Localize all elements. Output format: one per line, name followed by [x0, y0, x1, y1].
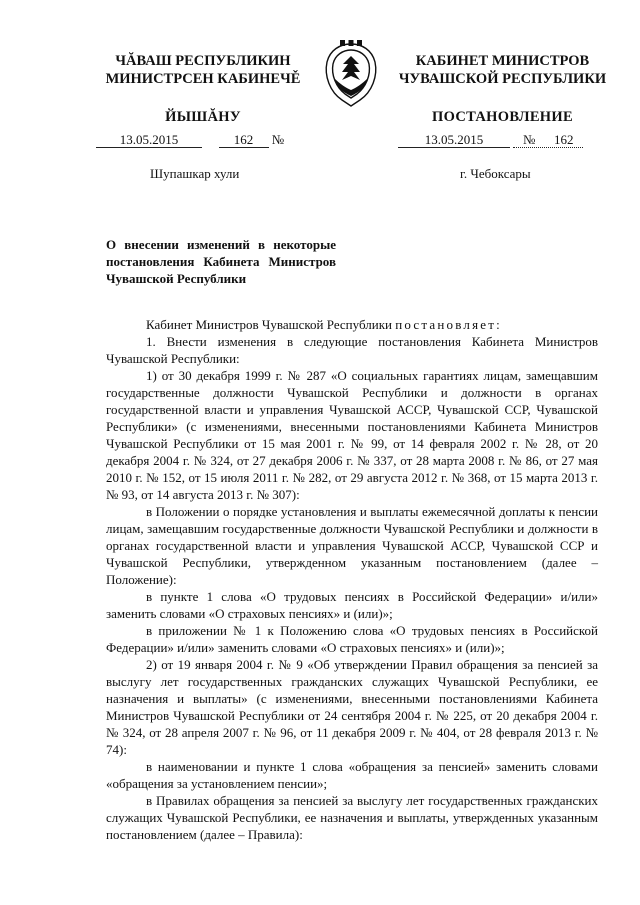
header-right — [390, 52, 615, 126]
emblem-icon — [320, 40, 382, 110]
paragraph: 2) от 19 января 2004 г. № 9 «Об утверждении Правил обращения за пенсией за выслугу лет государственных гражданских служащих Чувашской Республики, ее назначения и выплаты» (с изменениями, внесенными постановлениями Кабинета Министров Чувашской Республики от 24 сентября 2004 г. № 225, от 20 декабря 2004 г. № 324, от 28 апреля 2007 г. № 96, от 11 декабря 2009 г. № 404, от 28 февраля 2013 г. № 74): — [106, 657, 598, 757]
header-left — [88, 52, 318, 126]
paragraph: в Правилах обращения за пенсией за выслугу лет государственных гражданских служащих Чувашской Республики, ее назначения и выплаты, утвержденных указанным постановлением (далее – Правила): — [106, 793, 598, 842]
date-right: 13.05.2015 — [398, 132, 510, 148]
header-left-line2: МИНИСТРСЕН КАБИНЕЧĚ — [105, 71, 301, 87]
intro-text: Кабинет Министров Чувашской Республики — [146, 317, 392, 332]
header-right-line1: КАБИНЕТ МИНИСТРОВ — [415, 53, 590, 69]
document-subject: О внесении изменений в некоторые постановления Кабинета Министров Чувашской Республики — [106, 237, 336, 286]
header-right-line2: ЧУВАШСКОЙ РЕСПУБЛИКИ — [398, 71, 607, 87]
place-right: г. Чебоксары — [460, 166, 531, 181]
place-left: Шупашкар хули — [150, 166, 240, 181]
intro-paragraph — [106, 316, 598, 333]
document-body — [106, 316, 598, 843]
number-left: 162 — [219, 132, 269, 148]
date-left: 13.05.2015 — [96, 132, 202, 148]
paragraph: в наименовании и пункте 1 слова «обращения за пенсией» заменить словами «обращения за установлением пенсии»; — [106, 759, 598, 791]
intro-verb: постановляет: — [395, 317, 502, 332]
number-sign-left: № — [271, 132, 285, 147]
paragraph: в приложении № 1 к Положению слова «О трудовых пенсиях в Российской Федерации» и/или» заменить словами «О страховых пенсиях» и (или)»; — [106, 623, 598, 655]
number-sign-right: № — [523, 132, 536, 147]
header-left-doc-type: ЙЫШĂНУ — [165, 109, 241, 125]
paragraph: в пункте 1 слова «О трудовых пенсиях в Российской Федерации» и/или» заменить словами «О страховых пенсиях» и (или)»; — [106, 589, 598, 621]
paragraph: 1) от 30 декабря 1999 г. № 287 «О социальных гарантиях лицам, замещавшим государственные должности Чувашской Республики и должности в органах государственной власти и управления Чувашской АССР, Чувашской ССР, Чувашской Республики» (с изменениями, внесенными постановлениями Кабинета Министров Чувашской Республики от 15 мая 2001 г. № 99, от 14 февраля 2002 г. № 28, от 20 декабря 2004 г. № 324, от 27 декабря 2006 г. № 337, от 28 марта 2008 г. № 86, от 27 мая 2010 г. № 152, от 15 июля 2011 г. № 282, от 29 августа 2012 г. № 368, от 15 марта 2013 г. № 93, от 14 августа 2013 г. № 307): — [106, 368, 598, 502]
paragraph: 1. Внести изменения в следующие постановления Кабинета Министров Чувашской Республики: — [106, 334, 598, 366]
header-right-doc-type: ПОСТАНОВЛЕНИЕ — [432, 109, 573, 125]
date-line-right — [398, 132, 583, 148]
paragraph: в Положении о порядке установления и выплаты ежемесячной доплаты к пенсии лицам, замещавшим государственные должности Чувашской Республики и должности в органах государственной власти и управления Чувашской АССР, Чувашской ССР и Чувашской Республики, утвержденном указанным постановлением (далее – Положение): — [106, 504, 598, 587]
date-line-left — [96, 132, 284, 148]
number-right: 162 — [553, 132, 574, 147]
header-left-line1: ЧĂВАШ РЕСПУБЛИКИН — [115, 53, 291, 69]
